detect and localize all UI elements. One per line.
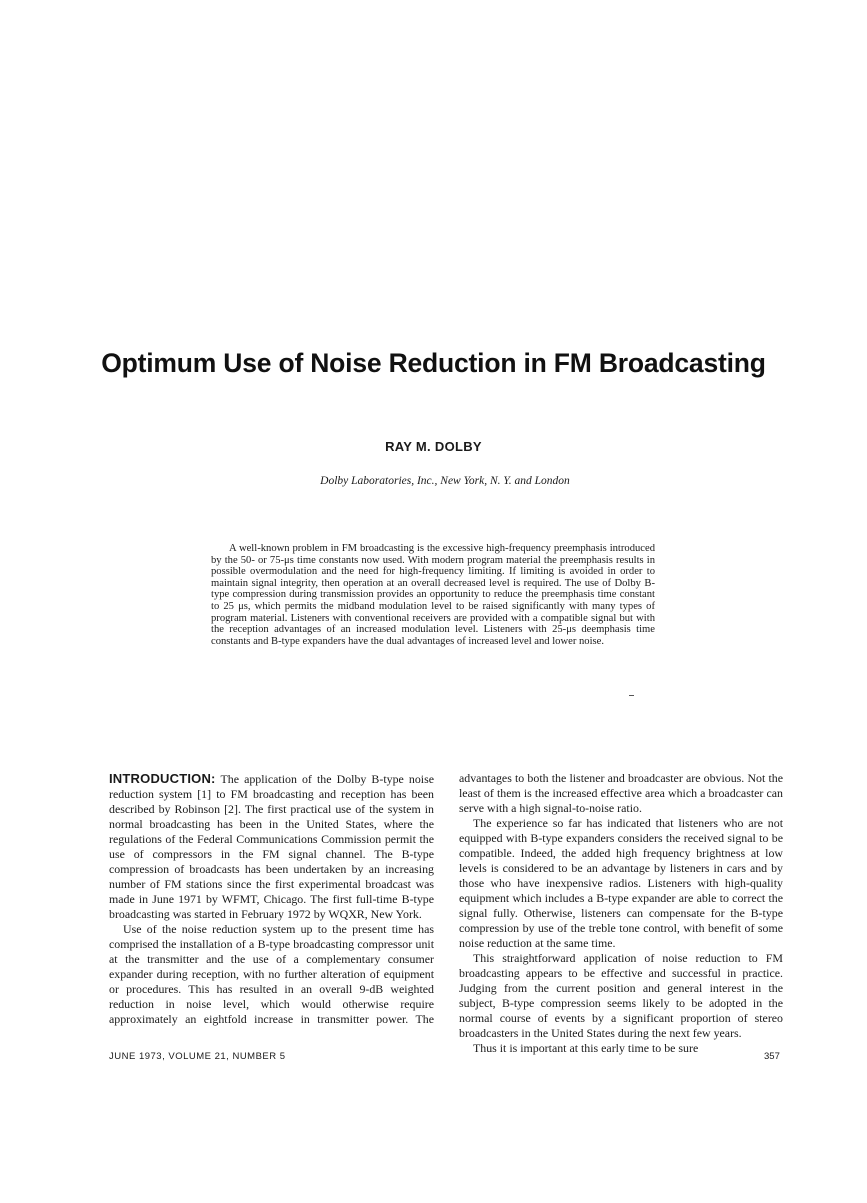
abstract: A well-known problem in FM broadcasting is the excessive high-frequency preemphasis introduced by the 50- or 75-μs time constants now used. With modern program material the preemphasis results in possible overmodulation and the need for high-frequency limiting. If limiting is avoided in order to maintain signal integrity, then operation at an overall decreased level is required. The use of Dolby B-type compression during transmission provides an opportunity to reduce the preemphasis time constant to 25 μs, which permits the midband modulation level to be raised significantly with many types of program material. Listeners with conventional receivers are provided with a compatible signal but with the reception advantages of an increased modulation level. Listeners with 25-μs deemphasis time constants and B-type expanders have the dual advantages of increased level and lower noise. <box>211 543 655 647</box>
stray-mark <box>629 695 634 696</box>
author-affiliation: Dolby Laboratories, Inc., New York, N. Y. and London <box>320 475 570 487</box>
paragraph-5: Thus it is important at this early time to be sure <box>473 1041 699 1055</box>
paragraph-2-continued: advantages to both the listener and broadcaster are obvious. Not the least of them is the increased effective area which a broadcaster can serve with a high signal-to-noise ratio. <box>459 771 783 815</box>
paragraph-4: This straightforward application of noise reduction to FM broadcasting appears to be effective and successful in practice. Judging from the current position and general interest in the subject, B-type compression seems likely to be adopted in the normal course of events by a significant proportion of stereo broadcasters in the United States during the next few years. <box>459 951 783 1040</box>
article-title: Optimum Use of Noise Reduction in FM Broadcasting <box>101 348 766 378</box>
journal-info: JUNE 1973, VOLUME 21, NUMBER 5 <box>109 1051 286 1062</box>
intro-paragraph <box>109 771 434 922</box>
paragraph-3: The experience so far has indicated that listeners who are not equipped with B-type expanders considers the received signal to be compatible. Indeed, the added high frequency brightness at low levels is considered to be an advantage by listeners in cars and by those who have inexpensive radios. Listeners with high-quality equipment which includes a B-type expander are able to correct the signal fully. Otherwise, listeners can compensate for the B-type compression by use of the treble tone control, with benefit of some noise reduction at the same time. <box>459 816 783 950</box>
section-heading: INTRODUCTION: <box>109 771 216 786</box>
page-number: 357 <box>764 1051 780 1062</box>
author-name: RAY M. DOLBY <box>385 439 482 454</box>
body-column-left <box>109 771 434 1027</box>
body-column-right <box>459 771 783 1056</box>
paragraph-2: Use of the noise reduction system up to the present time has comprised the installation of a B-type broadcasting compressor unit at the transmitter and the use of a complementary consumer expander during reception, with no further alteration of equipment or procedures. This has resulted in an overall 9-dB weighted reduction in noise level, which would otherwise require approximately an eightfold increase in transmitter power. The <box>109 922 434 1026</box>
paragraph-1: The application of the Dolby B-type noise reduction system [1] to FM broadcasting and reception has been described by Robinson [2]. The first practical use of the system in normal broadcasting has been in the United States, where the regulations of the Federal Communications Commission permit the use of compressors in the FM signal channel. The B-type compression of broadcasts has been undertaken by an increasing number of FM stations since the first experimental broadcast was made in June 1971 by WFMT, Chicago. The first full-time B-type broadcasting was started in February 1972 by WQXR, New York. <box>109 772 434 921</box>
